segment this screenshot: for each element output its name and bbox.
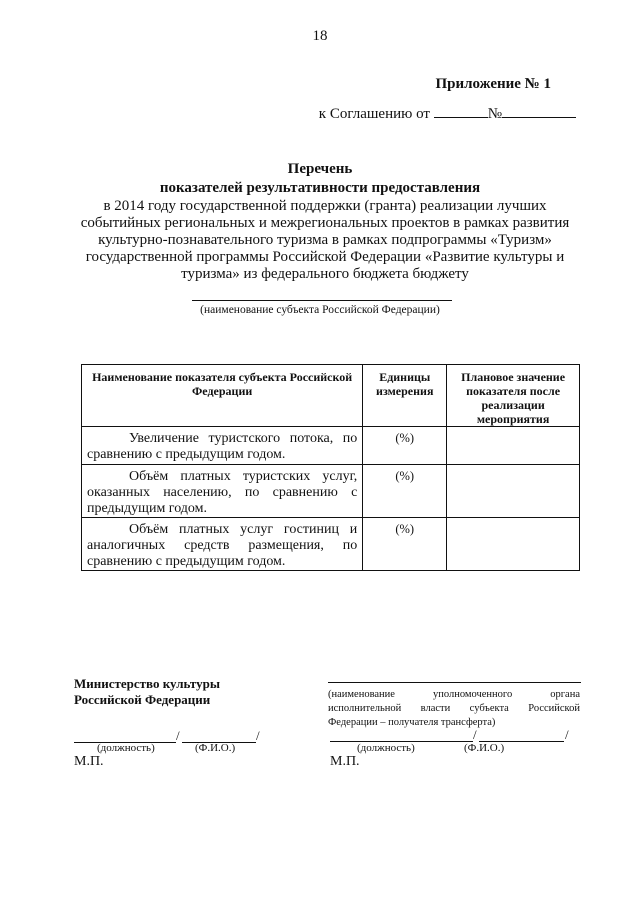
subject-name-line xyxy=(192,300,452,301)
document-description xyxy=(80,198,570,283)
left-fio-caption: (Ф.И.О.) xyxy=(195,742,236,754)
description-line: культурно-познавательного туризма в рамках подпрограммы «Туризм» xyxy=(98,232,552,248)
indicator-name xyxy=(82,518,363,571)
header-unit: Единицы измерения xyxy=(363,365,447,427)
indicator-name xyxy=(82,427,363,465)
left-slash: / xyxy=(176,728,180,743)
description-line: туризма» из федерального бюджета бюджету xyxy=(181,266,469,282)
description-line: в 2014 году государственной поддержки (гранта) реализации лучших xyxy=(103,198,547,214)
title-line-1: Перечень xyxy=(287,161,353,177)
ministry-line-2: Российской Федерации xyxy=(74,692,211,707)
agreement-prefix: к Соглашению от xyxy=(318,106,430,122)
indicator-text: Объём платных услуг гостиниц и аналогичных средств размещения, по сравнению с предыдущим годом. xyxy=(87,522,358,569)
indicator-text: Увеличение туристского потока, по сравнению с предыдущим годом. xyxy=(87,431,358,462)
subject-name-caption: (наименование субъекта Российской Федерации) xyxy=(200,304,440,316)
description-line: событийных региональных и межрегиональных проектов в рамках развития xyxy=(80,215,570,231)
description-line: государственной программы Российской Федерации «Развитие культуры и xyxy=(85,249,565,265)
authority-name-line xyxy=(328,682,581,683)
indicator-unit: (%) xyxy=(363,465,447,518)
agreement-number-blank xyxy=(502,104,576,118)
table-row xyxy=(82,427,580,465)
table-row xyxy=(82,465,580,518)
ministry-name xyxy=(74,676,220,708)
agreement-number-sign: № xyxy=(487,106,502,122)
agreement-date-blank xyxy=(434,104,488,118)
table-row xyxy=(82,518,580,571)
authority-name-caption: (наименование уполномоченного органа исполнительной власти субъекта Российской Федерации – получателя трансферта) xyxy=(328,689,580,728)
indicator-unit: (%) xyxy=(363,427,447,465)
left-position-caption: (должность) xyxy=(97,742,155,754)
indicator-planned-value[interactable] xyxy=(447,465,580,518)
right-position-caption: (должность) xyxy=(357,742,415,754)
indicator-unit: (%) xyxy=(363,518,447,571)
ministry-line-1: Министерство культуры xyxy=(74,676,220,691)
header-indicator-name: Наименование показателя субъекта Российской Федерации xyxy=(82,365,363,427)
indicator-name xyxy=(82,465,363,518)
title-line-2: показателей результативности предоставления xyxy=(159,180,481,196)
right-seal-mark: М.П. xyxy=(330,754,360,769)
header-planned-value: Плановое значение показателя после реализации мероприятия xyxy=(447,365,580,427)
appendix-title: Приложение № 1 xyxy=(435,76,551,92)
left-slash-end: / xyxy=(256,728,260,743)
agreement-reference xyxy=(319,104,576,123)
right-slash-end: / xyxy=(565,727,569,742)
indicator-planned-value[interactable] xyxy=(447,427,580,465)
table-header-row xyxy=(82,365,580,427)
page-number: 18 xyxy=(312,28,328,44)
indicator-text: Объём платных туристских услуг, оказанных населению, по сравнению с предыдущим годом. xyxy=(87,469,358,516)
indicator-planned-value[interactable] xyxy=(447,518,580,571)
left-seal-mark: М.П. xyxy=(74,754,104,769)
document-title xyxy=(0,160,640,198)
indicators-table xyxy=(81,364,580,571)
right-fio-caption: (Ф.И.О.) xyxy=(464,742,505,754)
right-slash: / xyxy=(473,727,477,742)
